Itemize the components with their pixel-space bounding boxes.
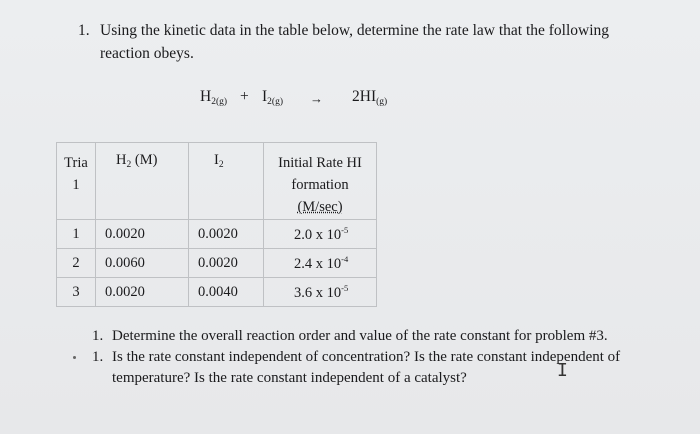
cell-trial: 2: [57, 249, 96, 278]
table-row: [57, 220, 377, 249]
question-text-line2: reaction obeys.: [100, 45, 194, 62]
equation-reactant-i2: $I_{2(g)}$: [262, 88, 283, 107]
cell-h2: 0.0060: [96, 249, 189, 278]
equation-arrow-icon: →: [310, 91, 323, 106]
cell-h2: 0.0020: [96, 278, 189, 307]
question-text-line1: Using the kinetic data in the table below, determine the rate law that the following: [100, 22, 610, 39]
sub-question-2-text-line2: temperature? Is the rate constant independent of a catalyst?: [112, 370, 467, 386]
header-h2-concentration: $H_2$ (M): [96, 143, 189, 220]
bullet-dot-icon: [73, 356, 76, 359]
sub-question-1-number: 1.: [92, 328, 104, 344]
equation-plus: +: [240, 88, 249, 105]
header-trial: Tria 1: [57, 143, 96, 220]
cell-trial: 1: [57, 220, 96, 249]
table-header-row: [57, 143, 377, 220]
cell-rate: 3.6 x $10^{-5}$: [264, 278, 377, 307]
cell-i2: 0.0020: [189, 249, 264, 278]
cell-i2: 0.0020: [189, 220, 264, 249]
equation-reactant-h2: $H_{2(g)}$: [200, 88, 228, 107]
cell-rate: 2.0 x $10^{-5}$: [264, 220, 377, 249]
sub-question-2-text-line1: Is the rate constant independent of concentration? Is the rate constant independent of: [112, 349, 621, 365]
cell-rate: 2.4 x $10^{-4}$: [264, 249, 377, 278]
sub-question-2-number: 1.: [92, 349, 104, 365]
question-number: 1.: [78, 22, 90, 39]
kinetic-data-table: [56, 142, 377, 307]
sub-question-1-text: Determine the overall reaction order and value of the rate constant for problem #3.: [112, 328, 608, 344]
cell-i2: 0.0040: [189, 278, 264, 307]
equation-product-hi: $2HI_{(g)}$: [352, 88, 388, 107]
header-i2-concentration: $I_2$: [189, 143, 264, 220]
header-initial-rate: Initial Rate HI formation (M/sec): [264, 143, 377, 220]
text-cursor-icon: I: [557, 360, 568, 381]
cell-trial: 3: [57, 278, 96, 307]
cell-h2: 0.0020: [96, 220, 189, 249]
table-row: [57, 249, 377, 278]
table-row: [57, 278, 377, 307]
